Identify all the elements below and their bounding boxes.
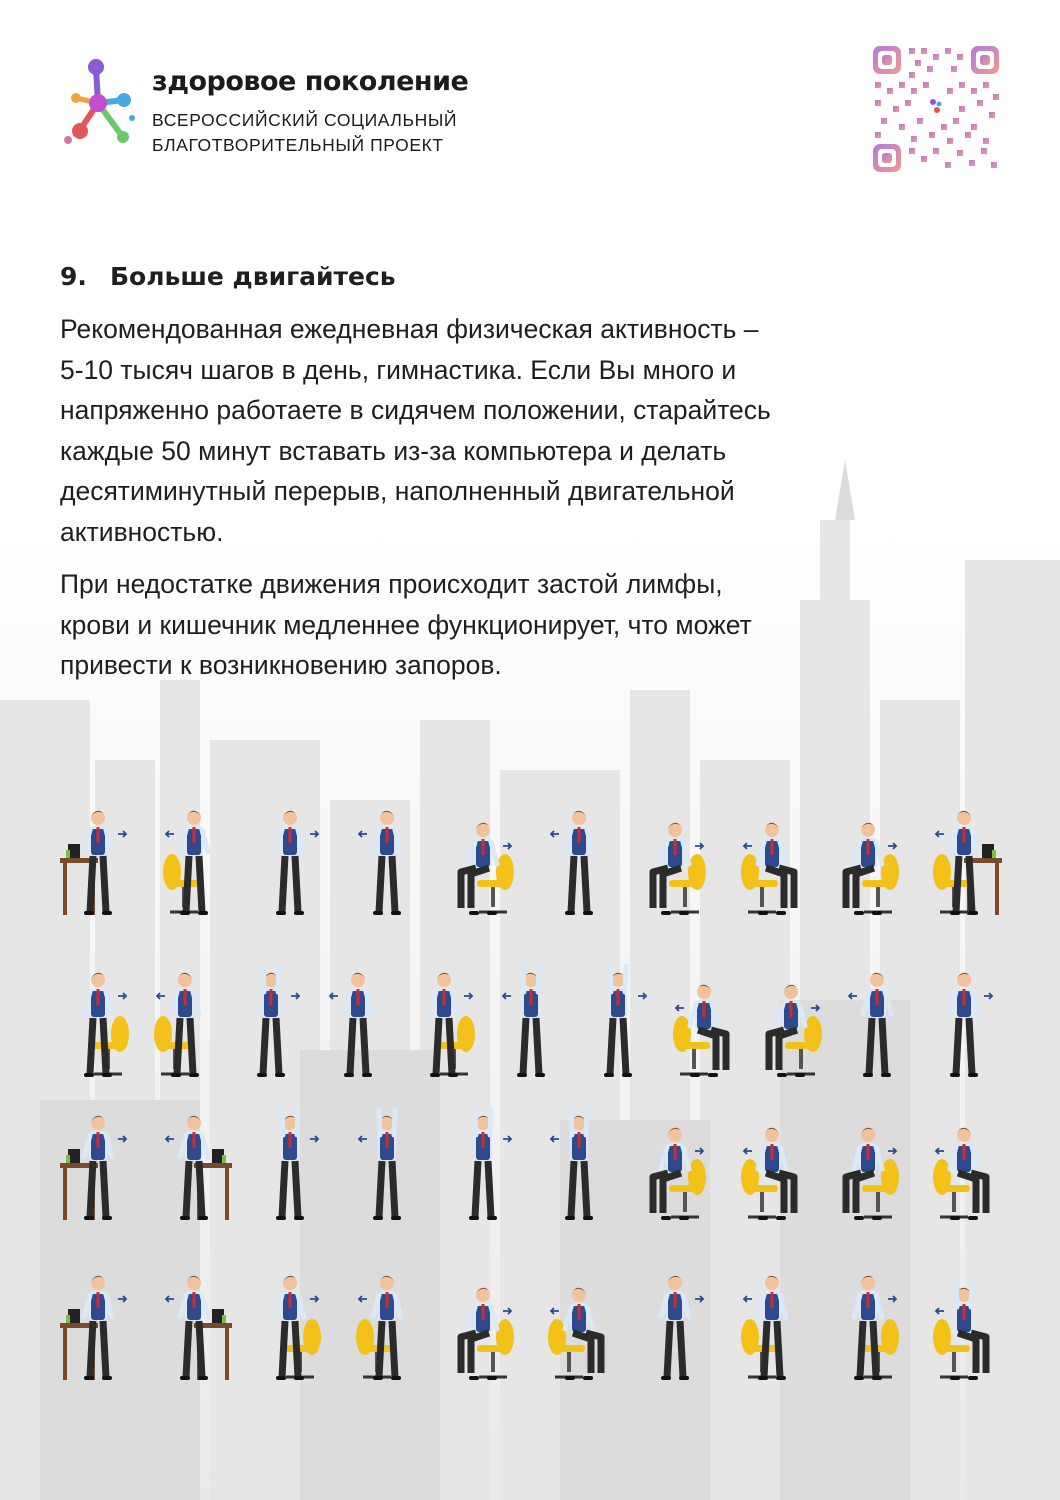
brand-name: здоровое поколение bbox=[152, 66, 469, 97]
paragraph-line: каждые 50 минут вставать из-за компьютера и делать bbox=[60, 435, 727, 466]
header bbox=[58, 58, 1018, 188]
exercise-figure-side-bend-arms bbox=[539, 1105, 619, 1225]
exercise-figure-seated-arms bbox=[732, 800, 812, 920]
exercise-figure-side-bend bbox=[491, 962, 571, 1082]
exercise-figure-chair-hold bbox=[250, 1265, 330, 1385]
paragraph-line: десятиминутный перерыв, наполненный двигательной bbox=[60, 476, 735, 506]
exercise-figure-desk-pushup bbox=[154, 1105, 234, 1225]
exercise-figure-arm-stretch bbox=[347, 800, 427, 920]
exercise-figure-wide-stretch bbox=[250, 1105, 330, 1225]
exercise-figure-desk-lean bbox=[154, 1265, 234, 1385]
paragraph-line: 5-10 тысяч шагов в день, гимнастика. Если Вы много и bbox=[60, 354, 737, 385]
exercise-figure-desk-leg-stretch bbox=[924, 800, 1004, 920]
exercise-row bbox=[58, 1265, 1004, 1385]
section-number: 9. bbox=[60, 262, 87, 291]
exercise-figure-seated-arms bbox=[635, 800, 715, 920]
exercise-figure-desk-lean bbox=[58, 1265, 138, 1385]
section-title: Больше двигайтесь bbox=[110, 262, 396, 291]
exercise-figure-seated-overhead bbox=[924, 1265, 1004, 1385]
exercise-figure-neck-tilt bbox=[924, 962, 1004, 1082]
exercise-row bbox=[58, 800, 1004, 920]
exercise-figure-seated-neck bbox=[751, 962, 831, 1082]
brand-subtitle-line2: БЛАГОТВОРИТЕЛЬНЫЙ ПРОЕКТ bbox=[152, 135, 444, 155]
molecule-logo-icon bbox=[58, 58, 138, 153]
exercise-figure-desk-bend bbox=[58, 800, 138, 920]
exercise-figure-leg-extend bbox=[828, 800, 908, 920]
office-exercise-figures bbox=[58, 800, 1004, 1380]
exercise-figure-back-bend bbox=[318, 962, 398, 1082]
exercise-figure-forward-bend bbox=[635, 1265, 715, 1385]
exercise-figure-seated-twist bbox=[828, 1105, 908, 1225]
paragraph-line: привести к возникновению запоров. bbox=[60, 650, 502, 680]
exercise-figure-knee-raise bbox=[539, 800, 619, 920]
paragraph-consequences bbox=[60, 564, 960, 686]
exercise-figure-arm-stretch bbox=[250, 800, 330, 920]
exercise-figure-seated-twist bbox=[924, 1105, 1004, 1225]
section-heading bbox=[60, 262, 960, 291]
exercise-figure-chair-push bbox=[145, 962, 225, 1082]
content bbox=[60, 262, 960, 698]
paragraph-line: Рекомендованная ежедневная физическая активность – bbox=[60, 314, 759, 344]
exercise-figure-seated-lift bbox=[443, 1265, 523, 1385]
exercise-figure-seated-neck bbox=[664, 962, 744, 1082]
exercise-row bbox=[58, 1105, 1004, 1225]
exercise-figure-chair-lunge bbox=[404, 962, 484, 1082]
qr-code-icon[interactable] bbox=[871, 44, 1001, 174]
exercise-figure-desk-pushup bbox=[58, 1105, 138, 1225]
exercise-figure-wide-stretch bbox=[347, 1105, 427, 1225]
exercise-row bbox=[58, 962, 1004, 1082]
exercise-figure-tree-pose bbox=[231, 962, 311, 1082]
paragraph-line: крови и кишечник медленнее функционирует, что может bbox=[60, 609, 752, 640]
exercise-figure-leg-raise bbox=[539, 1265, 619, 1385]
exercise-figure-side-bend bbox=[578, 962, 658, 1082]
exercise-figure-seated-reach bbox=[635, 1105, 715, 1225]
brand-subtitle-line1: ВСЕРОССИЙСКИЙ СОЦИАЛЬНЫЙ bbox=[152, 110, 458, 130]
exercise-figure-chair-bend bbox=[154, 800, 234, 920]
exercise-figure-seated-reach bbox=[732, 1105, 812, 1225]
exercise-figure-sit-on-chair bbox=[443, 800, 523, 920]
paragraph-activity bbox=[60, 309, 960, 552]
exercise-figure-side-bend-arms bbox=[443, 1105, 523, 1225]
exercise-figure-neck-tilt bbox=[837, 962, 917, 1082]
paragraph-line: активностью. bbox=[60, 516, 224, 547]
exercise-figure-chair-hold bbox=[347, 1265, 427, 1385]
exercise-figure-squat-hold bbox=[732, 1265, 812, 1385]
exercise-figure-chair-squat bbox=[58, 962, 138, 1082]
paragraph-line: При недостатке движения происходит застой лимфы, bbox=[60, 569, 723, 599]
exercise-figure-squat-hold bbox=[828, 1265, 908, 1385]
paragraph-line: напряженно работаете в сидячем положении, старайтесь bbox=[60, 395, 771, 425]
